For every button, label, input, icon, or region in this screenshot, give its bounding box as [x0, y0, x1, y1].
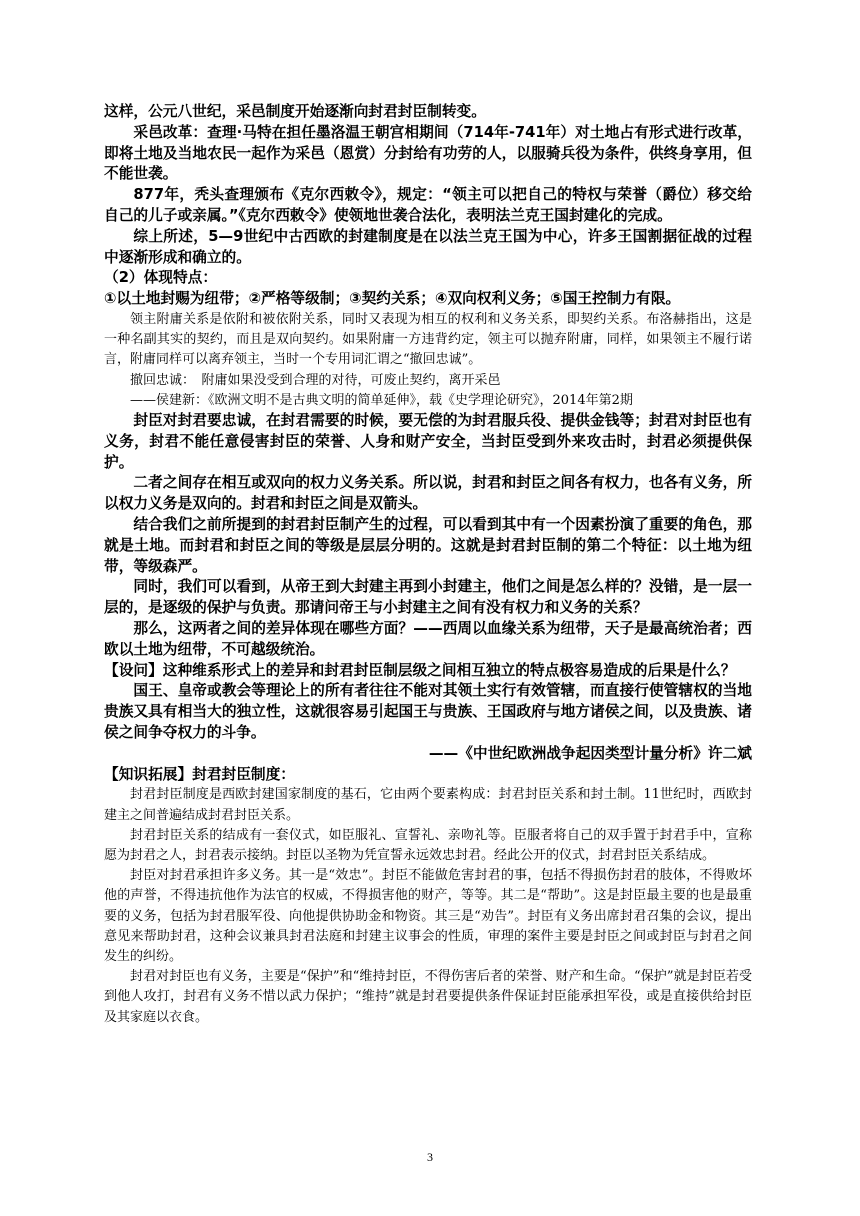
- section-heading-features: （2）体现特点：: [104, 269, 218, 287]
- paragraph-answer: 国王、皇帝或教会等理论上的所有者往往不能对其领土实行有效管辖，而直接行使管辖权的当地贵族又具有相当大的独立性，这就很容易引起国王与贵族、王国政府与地方诸侯之间，以及贵族、诸侯之间争夺权力的斗争。: [104, 682, 752, 741]
- paragraph-question: 【设问】这种维系形式上的差异和封君封臣制层级之间相互独立的特点极容易造成的后果是什么？: [104, 661, 736, 679]
- page-number: 3: [427, 1150, 433, 1164]
- citation-hou-jianxin: ——侯建新：《欧洲文明不是古典文明的简单延伸》，载《史学理论研究》，2014年第2期: [130, 392, 633, 408]
- feature-list: ①以土地封赐为纽带；②严格等级制；③契约关系；④双向权利义务；⑤国王控制力有限。: [104, 290, 681, 308]
- paragraph-transition: 这样，公元八世纪，采邑制度开始逐渐向封君封臣制转变。: [104, 103, 486, 120]
- paragraph-vassal-obligations: 封臣对封君承担许多义务。其一是“效忠”。封臣不能做危害封君的事，包括不得损伤封君的肢体，不得败坏他的声誉，不得违抗他作为法官的权威，不得损害他的财产，等等。其二是“帮助”。这是封臣最主要的也是最重要的义务，包括为封君服军役、向他提供协助金和物资。其三是“劝告”。封臣有义务出席封君召集的会议，提出意见来帮助封君，这种会议兼具封君法庭和封建主议事会的性质，审理的案件主要是封臣之间或封臣与封君之间发生的纠纷。: [104, 868, 752, 964]
- paragraph-lord-obligations: 封君对封臣也有义务，主要是“保护”和“维持封臣，不得伤害后者的荣誉、财产和生命。“保护”就是封臣若受到他人攻打，封君有义务不惜以武力保护；“维持”就是封君要提供条件保证封臣能承担军役，或是直接供给封臣及其家庭以衣食。: [104, 969, 752, 1025]
- paragraph-quierzy-capitulary: 877年，秃头查理颁布《克尔西敕令》，规定：“领主可以把自己的特权与荣誉（爵位）移交给自己的儿子或亲属。”《克尔西敕令》使领地世袭合法化，表明法兰克王国封建化的完成。: [104, 186, 752, 224]
- paragraph-system-basis: 封君封臣制度是西欧封建国家制度的基石，它由两个要素构成：封君封臣关系和封土制。11世纪时，西欧封建主之间普遍结成封君封臣关系。: [104, 787, 752, 823]
- paragraph-vassal-duties: 封臣对封君要忠诚，在封君需要的时候，要无偿的为封君服兵役、提供金钱等；封君对封臣也有义务，封君不能任意侵害封臣的荣誉、人身和财产安全，当封臣受到外来攻击时，封君必须提供保护。: [104, 411, 752, 471]
- citation-xu-erbin: ——《中世纪欧洲战争起因类型计量分析》许二斌: [428, 744, 752, 762]
- quote-withdraw-loyalty: 撤回忠诚： 附庸如果没受到合理的对待，可废止契约，离开采邑: [130, 372, 501, 388]
- page-body: [104, 102, 752, 1028]
- section-heading-extension: 【知识拓展】封君封臣制度：: [104, 765, 295, 783]
- paragraph-summary: 综上所述，5—9世纪中古西欧的封建制度是在以法兰克王国为中心，许多王国割据征战的过程中逐渐形成和确立的。: [104, 227, 752, 266]
- quote-lord-vassal: 领主附庸关系是依附和被依附关系，同时又表现为相互的权利和义务关系，即契约关系。布洛赫指出，这是一种名副其实的契约，而且是双向契约。如果附庸一方违背约定，领主可以抛弃附庸，同样，如果领主不履行诺言，附庸同样可以离弃领主，当时一个专用词汇谓之“撤回忠诚”。: [104, 311, 752, 368]
- paragraph-land-bond: 结合我们之前所提到的封君封臣制产生的过程，可以看到其中有一个因素扮演了重要的角色，那就是土地。而封君和封臣之间的等级是层层分明的。这就是封君封臣制的第二个特征：以土地为纽带，等级森严。: [104, 515, 752, 575]
- paragraph-mutual-rights: 二者之间存在相互或双向的权力义务关系。所以说，封君和封臣之间各有权力，也各有义务，所以权力义务是双向的。封君和封臣之间是双箭头。: [104, 474, 752, 513]
- paragraph-ceremony: 封君封臣关系的结成有一套仪式，如臣服礼、宣誓礼、亲吻礼等。臣服者将自己的双手置于封君手中，宣称愿为封君之人，封君表示接纳。封臣以圣物为凭宣誓永远效忠封君。经此公开的仪式，封君封臣关系结成。: [104, 827, 752, 863]
- paragraph-hierarchy-question: 同时，我们可以看到，从帝王到大封建主再到小封建主，他们之间是怎么样的？没错，是一层一层的，是逐级的保护与负责。那请问帝王与小封建主之间有没有权力和义务的关系？: [104, 578, 752, 617]
- paragraph-benefice-reform: 采邑改革：查理·马特在担任墨洛温王朝宫相期间（714年-741年）对土地占有形式进行改革，即将土地及当地农民一起作为采邑（恩赏）分封给有功劳的人，以服骑兵役为条件，供终身享用，但不能世袭。: [104, 123, 752, 183]
- paragraph-comparison: 那么，这两者之间的差异体现在哪些方面？——西周以血缘关系为纽带，天子是最高统治者；西欧以土地为纽带，不可越级统治。: [104, 619, 752, 658]
